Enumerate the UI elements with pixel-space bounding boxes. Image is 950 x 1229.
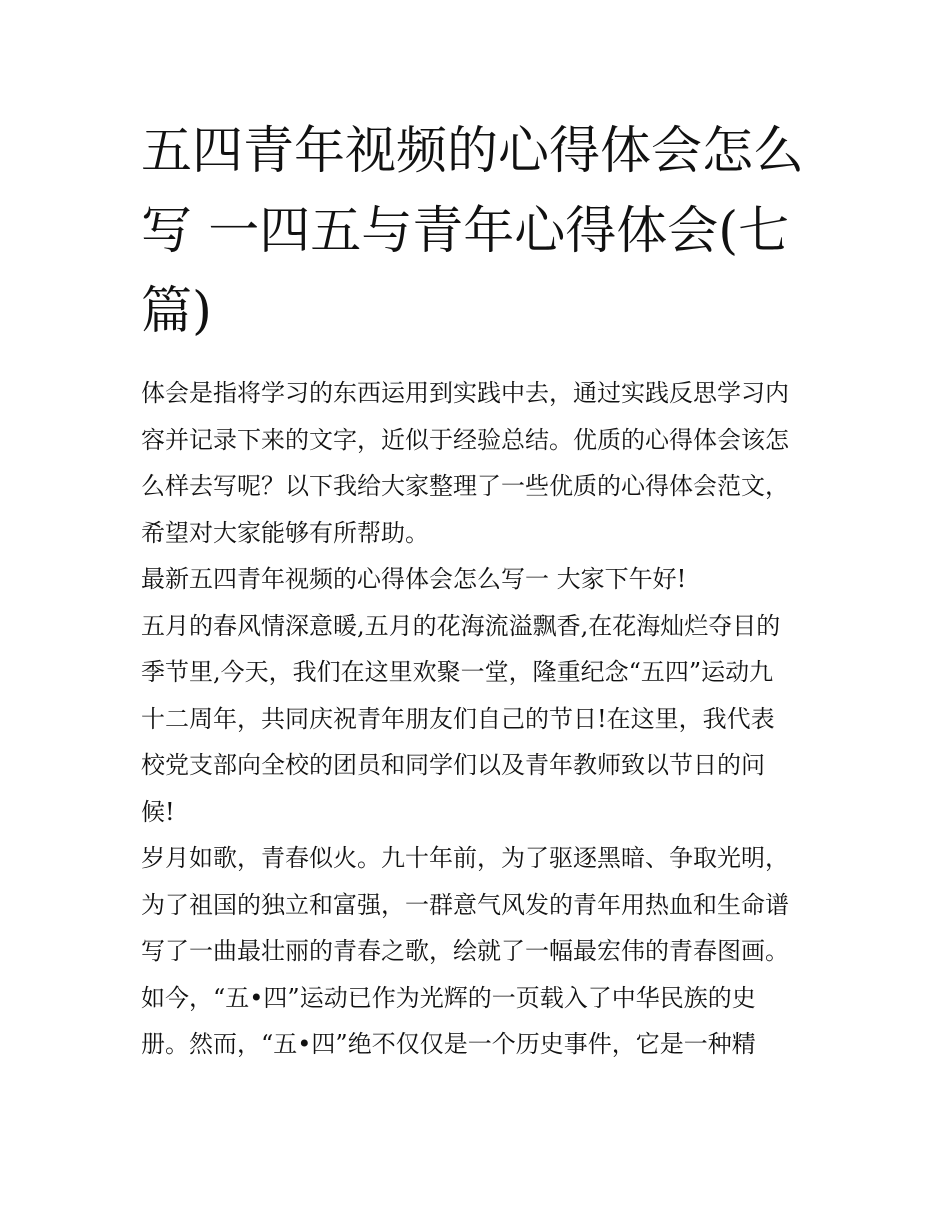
title-line: 五四青年视频的心得体会怎么 — [141, 122, 805, 181]
intro-paragraph — [141, 370, 817, 556]
text-line: 么样去写呢？以下我给大家整理了一些优质的心得体会范文， — [141, 472, 789, 500]
title-line: 写 一四五与青年心得体会(七 — [141, 202, 790, 261]
document-title — [141, 112, 817, 352]
text-line: 希望对大家能够有所帮助。 — [141, 518, 429, 547]
text-line: 体会是指将学习的东西运用到实践中去，通过实践反思学习内 — [141, 379, 789, 407]
text-line: 写了一曲最壮丽的青春之歌，绘就了一幅最宏伟的青春图画。 — [141, 937, 789, 965]
text-line: 十二周年，共同庆祝青年朋友们自己的节日!在这里，我代表 — [141, 704, 775, 733]
document-body — [141, 370, 817, 1068]
section-heading-paragraph — [141, 556, 817, 603]
body-paragraph — [141, 835, 817, 1068]
body-paragraph — [141, 603, 817, 836]
text-line: 最新五四青年视频的心得体会怎么写一 大家下午好! — [141, 565, 687, 593]
text-line: 校党支部向全校的团员和同学们以及青年教师致以节日的问 — [141, 751, 765, 779]
text-line: 季节里,今天，我们在这里欢聚一堂，隆重纪念“五四”运动九 — [141, 658, 774, 686]
document-page — [141, 112, 817, 1068]
text-line: 为了祖国的独立和富强，一群意气风发的青年用热血和生命谱 — [141, 890, 789, 919]
text-line: 册。然而，“五•四”绝不仅仅是一个历史事件，它是一种精 — [141, 1030, 756, 1058]
text-line: 岁月如歌，青春似火。九十年前，为了驱逐黑暗、争取光明， — [141, 844, 789, 872]
text-line: 如今，“五•四”运动已作为光辉的一页载入了中华民族的史 — [141, 983, 756, 1012]
text-line: 五月的春风情深意暖,五月的花海流溢飘香,在花海灿烂夺目的 — [141, 611, 781, 640]
text-line: 容并记录下来的文字，近似于经验总结。优质的心得体会该怎 — [141, 425, 789, 454]
text-line: 候! — [141, 797, 175, 826]
title-line: 篇) — [141, 282, 212, 341]
